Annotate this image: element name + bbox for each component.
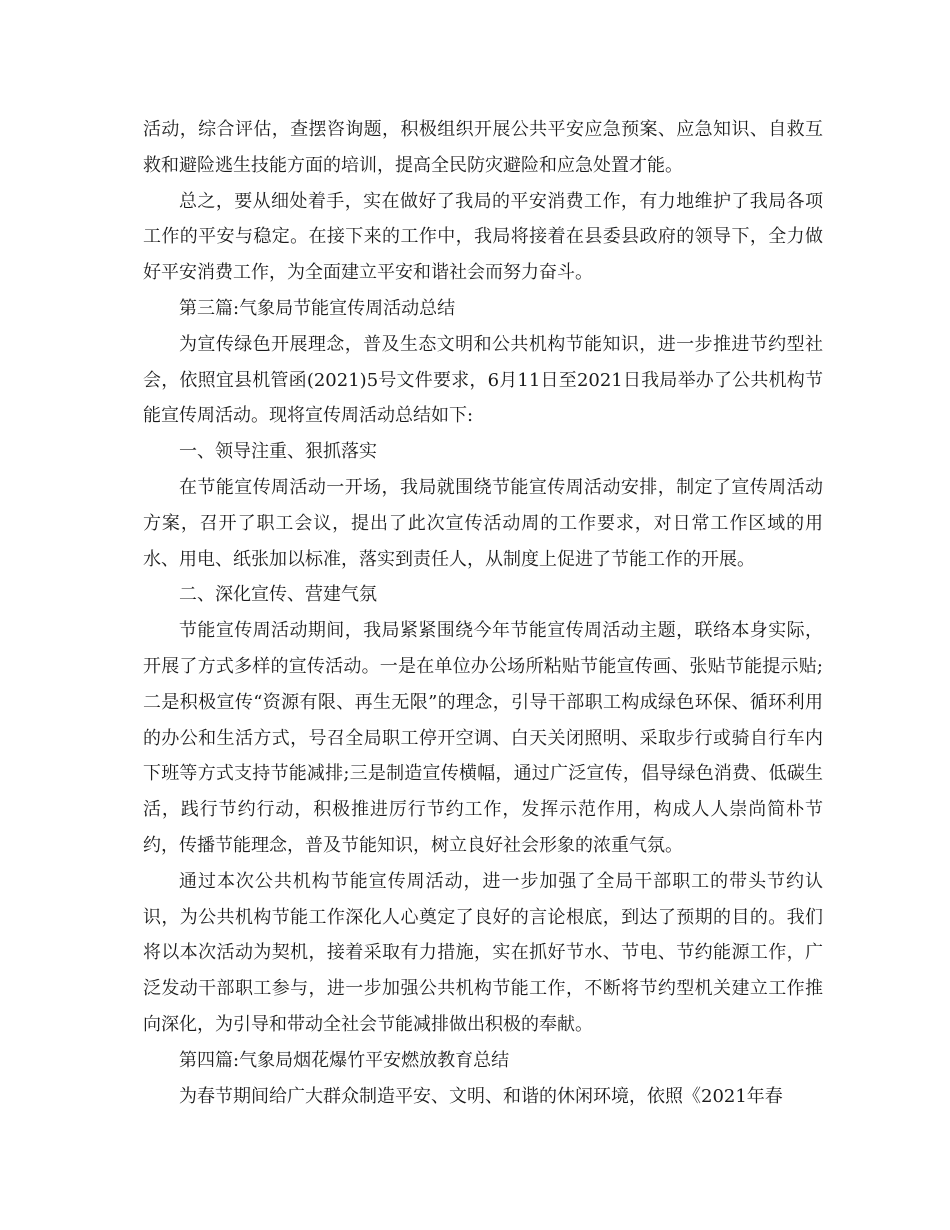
subheading-leadership: 一、领导注重、狠抓落实 [179,441,377,463]
paragraph-intro: 为宣传绿色开展理念，普及生态文明和公共机构节能知识，进一步推进节约型社会，依照宜县机管函(2021)5号文件要求，6月11日至2021日我局举办了公共机构节能宣传周活动。现将宣传周活动总结如下: [143,333,823,427]
paragraph-leadership: 在节能宣传周活动一开场，我局就围绕节能宣传周活动安排，制定了宣传周活动方案，召开了职工会议，提出了此次宣传活动周的工作要求，对日常工作区域的用水、用电、纸张加以标准，落实到责任人，从制度上促进了节能工作的开展。 [143,476,823,570]
section-heading-fourth: 第四篇:气象局烟花爆竹平安燃放教育总结 [179,1049,510,1071]
section-heading-third: 第三篇:气象局节能宣传周活动总结 [179,297,456,319]
subheading-publicity: 二、深化宣传、营建气氛 [179,584,377,606]
paragraph-summary: 通过本次公共机构节能宣传周活动，进一步加强了全局干部职工的带头节约认识，为公共机构节能工作深化人心奠定了良好的言论根底，到达了预期的目的。我们将以本次活动为契机，接着采取有力措施，实在抓好节水、节电、节约能源工作，广泛发动干部职工参与，进一步加强公共机构节能工作，不断将节约型机关建立工作推向深化，为引导和带动全社会节能减排做出积极的奉献。 [143,870,823,1035]
document-page [143,112,823,1114]
paragraph-activity-tail: 活动，综合评估，查摆咨询题，积极组织开展公共平安应急预案、应急知识、自救互救和避险逃生技能方面的培训，提高全民防灾避险和应急处置才能。 [143,119,823,176]
paragraph-publicity: 节能宣传周活动期间，我局紧紧围绕今年节能宣传周活动主题，联络本身实际，开展了方式多样的宣传活动。一是在单位办公场所粘贴节能宣传画、张贴节能提示贴;二是积极宣传“资源有限、再生无限”的理念，引导干部职工构成绿色环保、循环利用的办公和生活方式，号召全局职工停开空调、白天关闭照明、采取步行或骑自行车内下班等方式支持节能减排;三是制造宣传横幅，通过广泛宣传，倡导绿色消费、低碳生活，践行节约行动，积极推进厉行节约工作，发挥示范作用，构成人人崇尚简朴节约，传播节能理念，普及节能知识，树立良好社会形象的浓重气氛。 [143,620,823,856]
paragraph-conclusion: 总之，要从细处着手，实在做好了我局的平安消费工作，有力地维护了我局各项工作的平安与稳定。在接下来的工作中，我局将接着在县委县政府的领导下，全力做好平安消费工作，为全面建立平安和谐社会而努力奋斗。 [143,190,823,284]
paragraph-fireworks-intro: 为春节期间给广大群众制造平安、文明、和谐的休闲环境，依照《2021年春 [179,1085,783,1107]
